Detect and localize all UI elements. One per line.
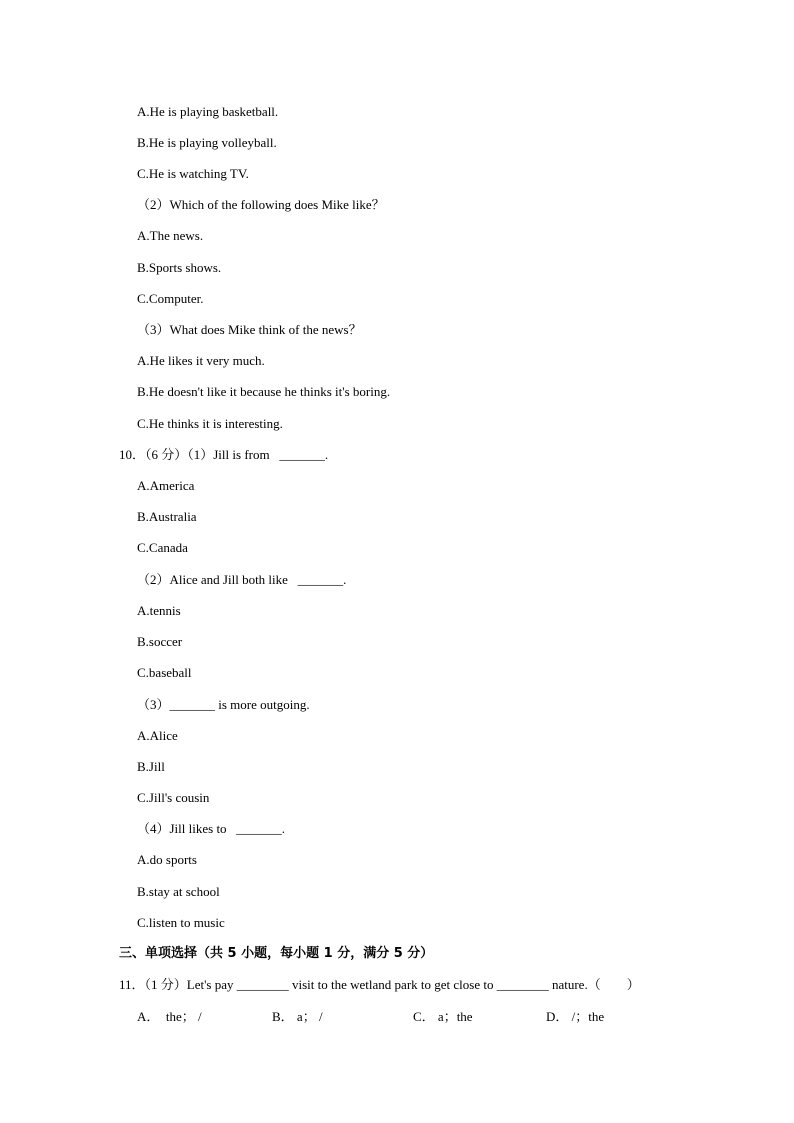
q10-p4-option-b: B.stay at school [137, 884, 220, 899]
q9-p1-option-b: B.He is playing volleyball. [137, 135, 277, 150]
q9-p3-stem: （3）What does Mike think of the news？ [137, 322, 362, 337]
q10-p1-option-a: A.America [137, 478, 195, 493]
q10-stem: 10．（6 分）（1）Jill is from _______. [119, 447, 329, 462]
q11-choice-d: D． /；the [546, 1009, 605, 1024]
q10-p4-option-c: C.listen to music [137, 915, 225, 930]
q10-p3-option-c: C.Jill's cousin [137, 790, 210, 805]
q9-p3-option-c: C.He thinks it is interesting. [137, 416, 283, 431]
q11-stem: 11．（1 分）Let's pay ________ visit to the wetland park to get close to ________ nature.（ ） [119, 977, 640, 992]
q9-p2-option-c: C.Computer. [137, 291, 204, 306]
q10-p1-option-b: B.Australia [137, 509, 197, 524]
q10-p3-option-a: A.Alice [137, 728, 178, 743]
q10-p3-option-b: B.Jill [137, 759, 165, 774]
section-heading: 三、单项选择（共 5 小题，每小题 1 分，满分 5 分） [119, 946, 434, 961]
q9-p3-option-b: B.He doesn't like it because he thinks it's boring. [137, 384, 391, 399]
q11-choice-c: C． a；the [413, 1009, 473, 1024]
q11-choice-a: A． the； / [137, 1009, 202, 1024]
q9-p2-stem: （2）Which of the following does Mike like？ [137, 197, 385, 212]
q11-choice-b: B． a； / [272, 1009, 323, 1024]
q9-p1-option-a: A.He is playing basketball. [137, 104, 279, 119]
q9-p1-option-c: C.He is watching TV. [137, 166, 249, 181]
q10-p2-option-b: B.soccer [137, 634, 183, 649]
q10-p4-stem: （4）Jill likes to _______. [137, 821, 286, 836]
q10-p2-option-a: A.tennis [137, 603, 181, 618]
q9-p3-option-a: A.He likes it very much. [137, 353, 265, 368]
q10-p1-option-c: C.Canada [137, 540, 188, 555]
q10-p3-stem: （3）_______ is more outgoing. [137, 697, 310, 712]
q10-p4-option-a: A.do sports [137, 852, 197, 867]
q10-p2-stem: （2）Alice and Jill both like _______. [137, 572, 347, 587]
q10-p2-option-c: C.baseball [137, 665, 192, 680]
q9-p2-option-b: B.Sports shows. [137, 260, 222, 275]
q9-p2-option-a: A.The news. [137, 228, 204, 243]
